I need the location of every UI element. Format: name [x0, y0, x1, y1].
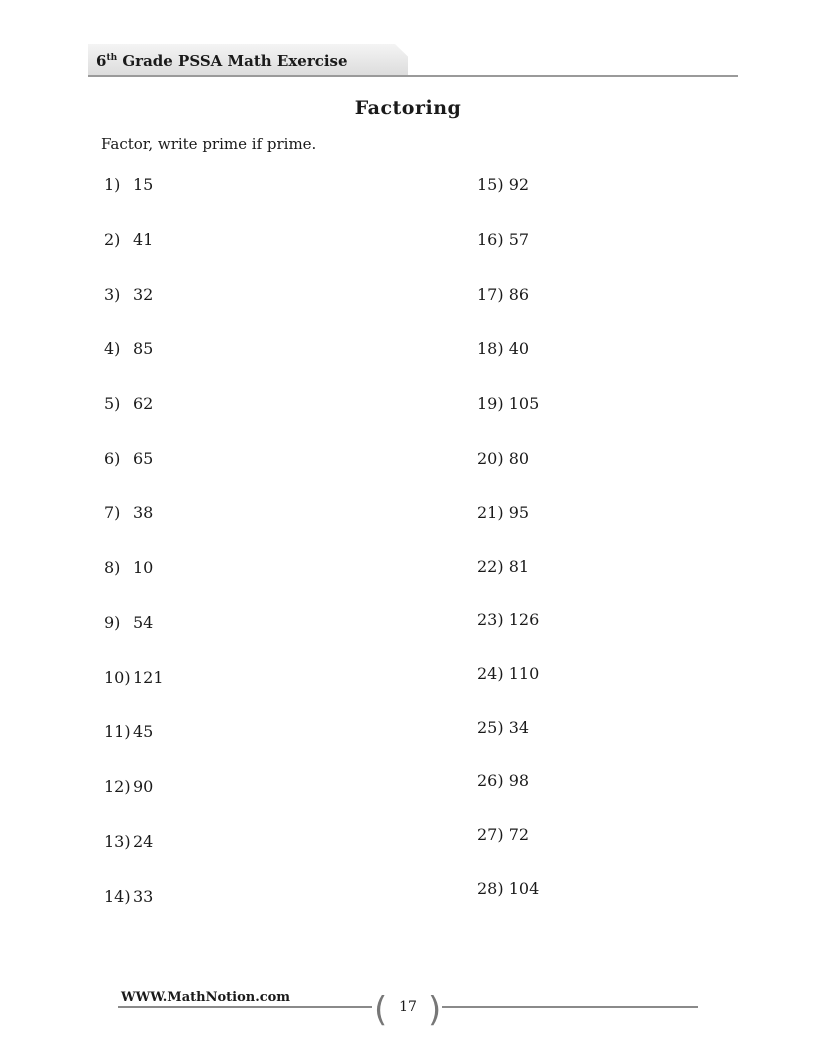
problem-value: 34 — [508, 718, 530, 737]
problem-number: 27) — [477, 825, 504, 844]
problem-number: 21) — [477, 503, 504, 522]
problem-number: 12) — [104, 777, 131, 796]
problem-number: 18) — [477, 339, 504, 358]
problem-item — [104, 449, 153, 468]
problem-item — [104, 668, 164, 687]
problem-item — [104, 777, 153, 796]
problem-number: 3) — [104, 285, 121, 304]
problem-number: 9) — [104, 613, 121, 632]
problem-item — [477, 825, 529, 844]
problem-number: 4) — [104, 339, 121, 358]
problem-item — [477, 771, 529, 790]
problem-number: 16) — [477, 230, 504, 249]
page-number: 17 — [399, 999, 417, 1015]
problem-value: 57 — [508, 230, 530, 249]
problem-value: 126 — [508, 610, 540, 629]
problem-value: 81 — [508, 557, 530, 576]
right-bracket-icon: ) — [428, 990, 442, 1030]
problem-item — [477, 503, 529, 522]
footer-rule-left — [118, 1006, 372, 1008]
problem-value: 65 — [133, 449, 154, 468]
problem-number: 1) — [104, 175, 121, 194]
problem-number: 19) — [477, 394, 504, 413]
header-rule — [88, 75, 738, 77]
problem-value: 33 — [133, 887, 154, 906]
problem-value: 85 — [133, 339, 154, 358]
problem-number: 25) — [477, 718, 504, 737]
page-title: Factoring — [354, 97, 462, 119]
problem-value: 38 — [133, 503, 154, 522]
problem-item — [477, 718, 529, 737]
problem-number: 24) — [477, 664, 504, 683]
header-grade-suffix: th — [106, 53, 118, 63]
problem-item — [104, 613, 153, 632]
problem-value: 62 — [133, 394, 154, 413]
problem-value: 86 — [508, 285, 530, 304]
problem-item — [104, 230, 153, 249]
problem-number: 26) — [477, 771, 504, 790]
problem-value: 40 — [508, 339, 530, 358]
problem-item — [477, 230, 529, 249]
problem-value: 105 — [508, 394, 540, 413]
problem-value: 72 — [508, 825, 530, 844]
problem-number: 10) — [104, 668, 131, 687]
problem-item — [104, 285, 153, 304]
problem-number: 23) — [477, 610, 504, 629]
problem-item — [477, 449, 529, 468]
problem-value: 32 — [133, 285, 154, 304]
problem-value: 121 — [133, 668, 164, 687]
problem-number: 13) — [104, 832, 131, 851]
left-bracket-icon: ( — [374, 990, 388, 1030]
problem-item — [477, 285, 529, 304]
problem-number: 17) — [477, 285, 504, 304]
header-title-text: Grade PSSA Math Exercise — [117, 52, 348, 70]
problem-item — [477, 557, 529, 576]
problem-number: 11) — [104, 722, 131, 741]
problem-value: 41 — [133, 230, 154, 249]
problem-number: 8) — [104, 558, 121, 577]
problem-item — [104, 394, 153, 413]
problem-item — [477, 610, 539, 629]
problem-number: 14) — [104, 887, 131, 906]
problem-value: 104 — [508, 879, 540, 898]
problem-number: 2) — [104, 230, 121, 249]
problem-item — [104, 558, 153, 577]
problem-number: 22) — [477, 557, 504, 576]
problem-value: 24 — [133, 832, 154, 851]
problem-value: 10 — [133, 558, 154, 577]
problem-item — [477, 175, 529, 194]
problem-number: 15) — [477, 175, 504, 194]
problem-number: 28) — [477, 879, 504, 898]
problem-value: 95 — [508, 503, 530, 522]
problem-item — [477, 339, 529, 358]
footer-url: WWW.MathNotion.com — [121, 990, 291, 1005]
problem-value: 90 — [133, 777, 154, 796]
problem-value: 98 — [508, 771, 530, 790]
problem-item — [104, 722, 153, 741]
problem-value: 54 — [133, 613, 154, 632]
problem-item — [104, 887, 153, 906]
problem-number: 7) — [104, 503, 121, 522]
problem-item — [104, 832, 153, 851]
problem-value: 80 — [508, 449, 530, 468]
instructions: Factor, write prime if prime. — [101, 135, 317, 153]
header-grade: 6 — [96, 52, 107, 70]
problem-item — [477, 879, 539, 898]
footer-rule-right — [442, 1006, 698, 1008]
problem-value: 92 — [508, 175, 530, 194]
problem-item — [477, 394, 539, 413]
problem-value: 110 — [508, 664, 540, 683]
problem-item — [477, 664, 539, 683]
problem-item — [104, 175, 153, 194]
problem-number: 20) — [477, 449, 504, 468]
problem-value: 15 — [133, 175, 154, 194]
problem-item — [104, 503, 153, 522]
problem-value: 45 — [133, 722, 154, 741]
problem-number: 6) — [104, 449, 121, 468]
header-title — [96, 52, 348, 70]
problem-number: 5) — [104, 394, 121, 413]
problem-item — [104, 339, 153, 358]
